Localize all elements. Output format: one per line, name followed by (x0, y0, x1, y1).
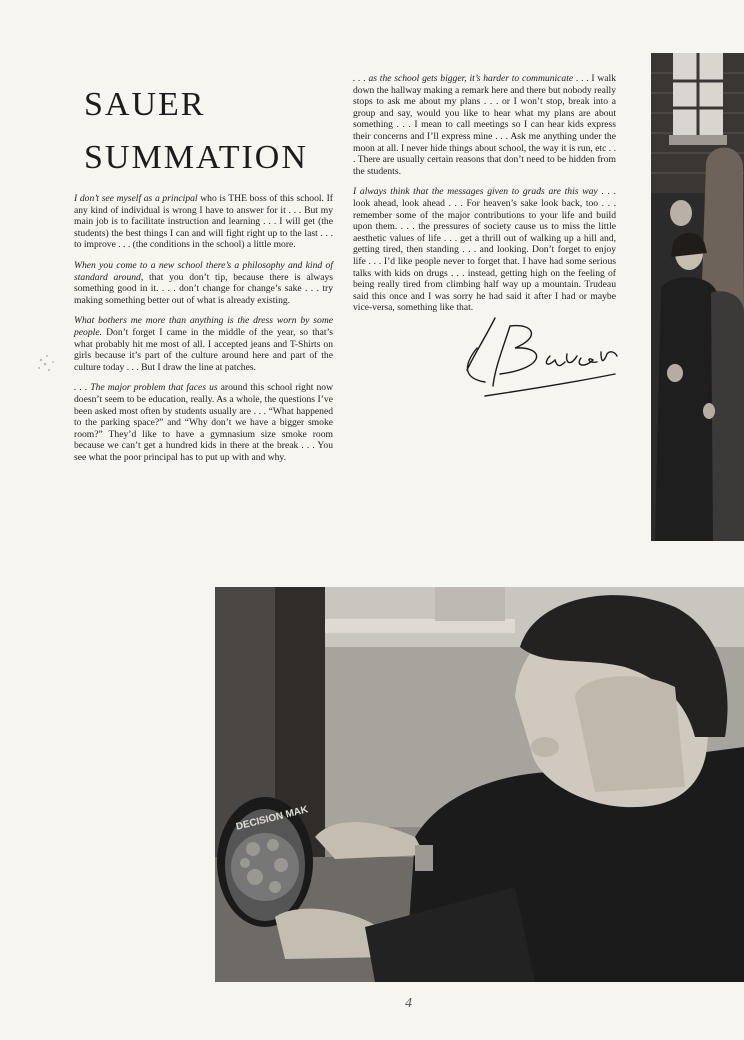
paragraph-body: . . . look ahead, look ahead . . . For heaven’s sake look back, too . . . remember some of the major contributions to your life and build upon them. . . . the pressures of society cause us to miss the little aesthetic values of life . . . get a thrill out of walking up a hill and, getting tired, then standing . . . and looking. Don’t forget to enjoy life . . . I’d like people never to forget that. I have had some serious talks with kids on drugs . . . instead, getting high on the feeling of being really tired from climbing half way up a mountain. Trudeau said this once and I was sorry he had said it after I had or maybe vice-versa, something like that. (353, 186, 617, 314)
signature (455, 308, 625, 408)
paragraph-body: that you don’t tip, because there is always something good in it. . . . don’t change for change’s sake . . . try making something better out of what is already existing. (74, 271, 334, 306)
paragraph (74, 315, 333, 373)
paragraph-lead: . . . The major problem that faces us (74, 382, 218, 394)
page-number: 4 (405, 996, 412, 1011)
paragraph-body: . . . I walk down the hallway making a remark here and there but nobody really stops to ask me about my plans . . . or I won’t stop, break into a group and say, would you like to hear what my plans are about something . . . I mean to call meetings so I can hear kids express their concerns and I’ll express mine . . . Ask me anything under the moon at all. I never hide things about school, the way it is run, etc . . . There are usually certain reasons that don’t need to be hidden from the students. (353, 73, 617, 177)
page-title (84, 78, 308, 184)
principal-photo (215, 587, 744, 982)
paragraph-body: Don’t forget I came in the middle of the year, so that’s what probably hit me most of all. I accepted jeans and T-Shirts on girls because it’s part of the culture around here and part of the culture today . . . But I draw the line at patches. (74, 326, 333, 373)
sign-text: DECISION MAK (234, 804, 310, 833)
title-line-1: SAUER (84, 86, 206, 123)
paragraph (353, 73, 616, 177)
paragraph (74, 260, 333, 306)
paragraph-lead: . . . as the school gets bigger, it’s harder to communicate (353, 73, 574, 84)
paragraph-lead: What bothers me more than anything is the dress worn by some people. (74, 315, 333, 338)
paragraph-body: around this school right now doesn’t seem to be education, really. As a whole, the questions I’ve been asked most often by students usually are . . . “What happened to the parking space?” and “Why don’t we have a bigger smoke room?” They’d like to have a gymnasium size smoke room because we can’t get a hundred kids in there at the break . . . You see what the poor principal has to put up with and why. (74, 382, 333, 463)
paragraph-lead: I always think that the messages given to grads are this way (353, 186, 598, 198)
students-photo (651, 53, 744, 541)
right-column (353, 73, 616, 323)
paragraph (74, 193, 333, 251)
paragraph-lead: I don’t see myself as a principal (74, 193, 198, 204)
paragraph (353, 186, 616, 314)
page-speck (33, 350, 63, 380)
paragraph-lead: When you come to a new school there’s a philosophy and kind of standard around, (74, 259, 333, 283)
paragraph (74, 382, 333, 463)
title-line-2: SUMMATION (84, 139, 308, 176)
paragraph-body: who is THE boss of this school. If any kind of individual is wrong I have to answer for it . . . But my main job is to facilitate instruction and learning . . . I will get (the students) the best things I can and will fight right up to the last . . . to improve . . . (the conditions in the school) a little more. (74, 193, 333, 251)
left-column (74, 193, 333, 472)
